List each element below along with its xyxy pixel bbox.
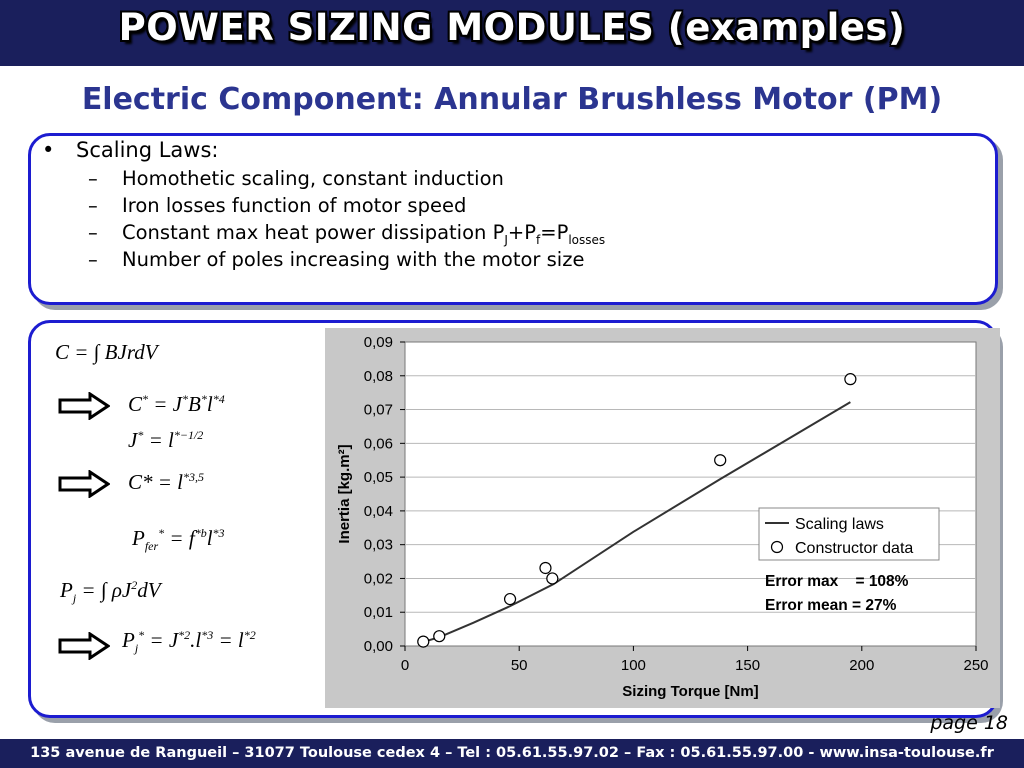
- sub-bullet-3: – Constant max heat power dissipation $P_J+P_f=P_{losses}$: [88, 221, 606, 247]
- y-tick-label: 0,02: [363, 570, 393, 588]
- x-tick-label: 100: [620, 657, 646, 674]
- sub-bullet-2: – Iron losses function of motor speed: [88, 194, 467, 217]
- legend-circle-swatch: [772, 542, 783, 553]
- slide-title: POWER SIZING MODULES (examples): [118, 6, 906, 49]
- y-tick-label: 0,01: [363, 604, 393, 622]
- constructor-data-point: [715, 455, 726, 466]
- equation-torque-scaling: $C^* = J^*B^*l^{*4}$: [128, 392, 225, 416]
- equation-torque-length: $C* = l^{*3,5}$: [128, 470, 205, 494]
- constructor-data-point: [547, 573, 558, 584]
- bullet-icon: •: [42, 138, 55, 162]
- x-tick-label: 200: [849, 657, 875, 674]
- y-axis-label: Inertia [kg.m²]: [336, 444, 353, 544]
- y-tick-label: 0,04: [363, 502, 393, 520]
- constructor-data-point: [540, 562, 551, 573]
- equation-current-density: $J^* = l^{*-1/2}$: [128, 428, 204, 452]
- equation-joule-losses: $P_j$ = ∫ $\rho J^2dV$: [60, 578, 161, 606]
- sub-bullet-4: – Number of poles increasing with the motor size: [88, 248, 585, 271]
- bullet-label: Scaling Laws:: [76, 138, 219, 162]
- y-tick-label: 0,08: [363, 367, 393, 385]
- footer-address: 135 avenue de Rangueil – 31077 Toulouse cedex 4 – Tel : 05.61.55.97.02 – Fax : 05.61.55.97.00 - www.insa-toulouse.fr: [30, 745, 994, 761]
- inertia-torque-chart: [325, 328, 1000, 708]
- y-tick-label: 0,07: [363, 401, 393, 419]
- equation-torque: C = ∫ BJrdV: [55, 340, 158, 364]
- error-annotation: Error max = 108%: [765, 573, 909, 590]
- x-tick-label: 50: [510, 657, 528, 674]
- constructor-data-point: [505, 594, 516, 605]
- y-tick-label: 0,03: [363, 536, 393, 554]
- equation-joule-scaling: $P_j^* = J^{*2}.l^{*3} = l^{*2}$: [122, 628, 256, 656]
- constructor-data-point: [434, 631, 445, 642]
- y-tick-label: 0,00: [363, 638, 393, 655]
- sub-bullet-1: – Homothetic scaling, constant induction: [88, 167, 504, 190]
- x-axis-label: Sizing Torque [Nm]: [622, 683, 759, 700]
- main-bullet: [42, 138, 219, 162]
- constructor-data-point: [845, 374, 856, 385]
- legend-label: Constructor data: [795, 540, 914, 557]
- legend-label: Scaling laws: [795, 516, 884, 533]
- error-annotation: Error mean = 27%: [765, 597, 897, 614]
- y-tick-label: 0,06: [363, 435, 393, 453]
- arrow-right-icon: [58, 392, 110, 420]
- arrow-right-icon: [58, 632, 110, 660]
- slide-subtitle: Electric Component: Annular Brushless Motor (PM): [81, 82, 943, 117]
- arrow-right-icon: [58, 470, 110, 498]
- x-tick-label: 150: [735, 657, 761, 674]
- y-tick-label: 0,05: [363, 469, 393, 487]
- x-tick-label: 250: [963, 657, 989, 674]
- equation-iron-losses: $P_{fer}^* = f^{*b}l^{*3}$: [132, 526, 225, 554]
- constructor-data-point: [418, 636, 429, 647]
- y-tick-label: 0,09: [363, 334, 393, 351]
- page-number: page 18: [930, 712, 1008, 734]
- x-tick-label: 0: [400, 657, 410, 674]
